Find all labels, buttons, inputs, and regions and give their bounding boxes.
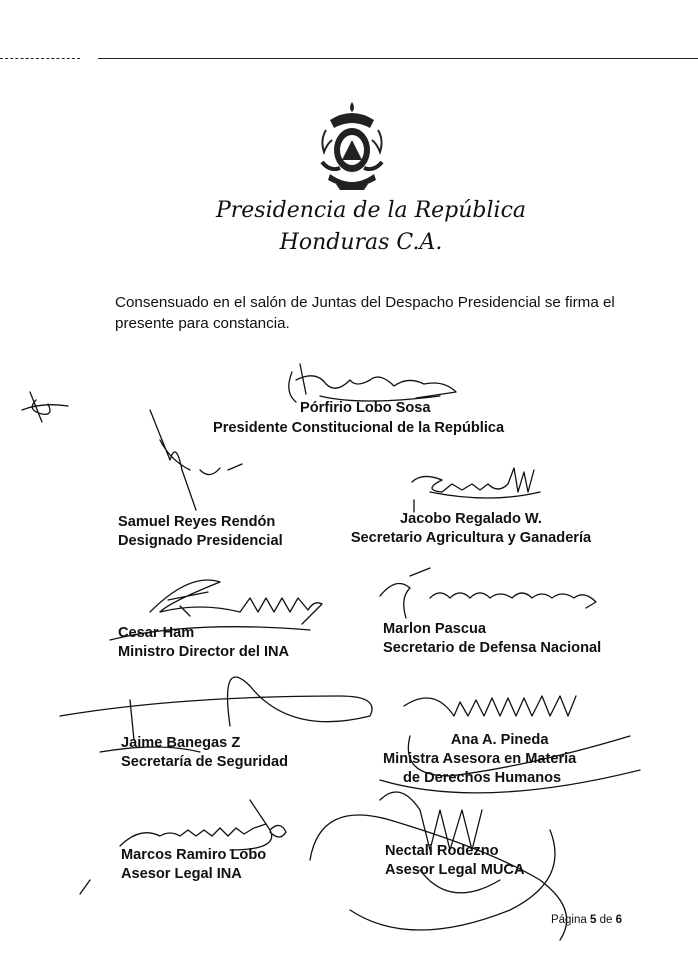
page-number: Página 5 de 6 (550, 914, 622, 926)
signatory-regalado (340, 510, 602, 548)
signatory-title: Ministro Director del INA (118, 644, 290, 660)
signatory-title: Presidente Constitucional de la República (213, 420, 505, 436)
header-rule-right (98, 58, 698, 59)
signatory-title: Ministra Asesora en Materia (383, 751, 577, 767)
signatory-name: Jacobo Regalado W. (400, 511, 542, 527)
header-rule (0, 58, 80, 59)
signatory-name: Pórfirio Lobo Sosa (300, 400, 431, 416)
signature-regalado (412, 468, 540, 512)
signatory-title: Secretaría de Seguridad (121, 754, 289, 770)
signatory-title: Secretario Agricultura y Ganadería (350, 530, 592, 546)
signatory-banegas (121, 734, 288, 772)
signatory-title-cont: de Derechos Humanos (403, 770, 562, 786)
signatory-title: Secretario de Defensa Nacional (383, 640, 602, 656)
signatory-lobo-ramiro (121, 846, 266, 884)
signatory-ham (118, 624, 289, 662)
signature-pascua (380, 568, 596, 618)
statement-text: Consensuado en el salón de Juntas del Despacho Presidencial se firma el presente para constancia. (115, 294, 615, 332)
signatory-title: Asesor Legal MUCA (385, 862, 525, 878)
signatory-name: Samuel Reyes Rendón (118, 514, 276, 530)
signatory-pascua (383, 620, 601, 658)
signatory-name: Marcos Ramiro Lobo (121, 847, 267, 863)
office-name: Presidencia de la República (215, 198, 527, 223)
signatory-name: Ana A. Pineda (450, 732, 549, 748)
signatory-pineda (383, 731, 576, 788)
coat-of-arms-seal (316, 100, 388, 192)
office-country: Honduras C.A. (279, 230, 443, 255)
signature-president (289, 364, 456, 402)
signatory-rodezno (385, 842, 524, 880)
signatory-name: Jaime Banegas Z (121, 735, 241, 751)
signatory-president (300, 399, 431, 418)
signatory-president-title-block (213, 419, 504, 438)
signatory-name: Cesar Ham (118, 625, 195, 641)
signature-initials-margin (22, 392, 68, 422)
signatory-name: Marlon Pascua (383, 621, 487, 637)
signatory-title: Designado Presidencial (118, 533, 283, 549)
signatory-name: Nectali Rodezno (385, 843, 499, 859)
signatory-title: Asesor Legal INA (121, 866, 242, 882)
signatory-reyes (118, 513, 283, 551)
